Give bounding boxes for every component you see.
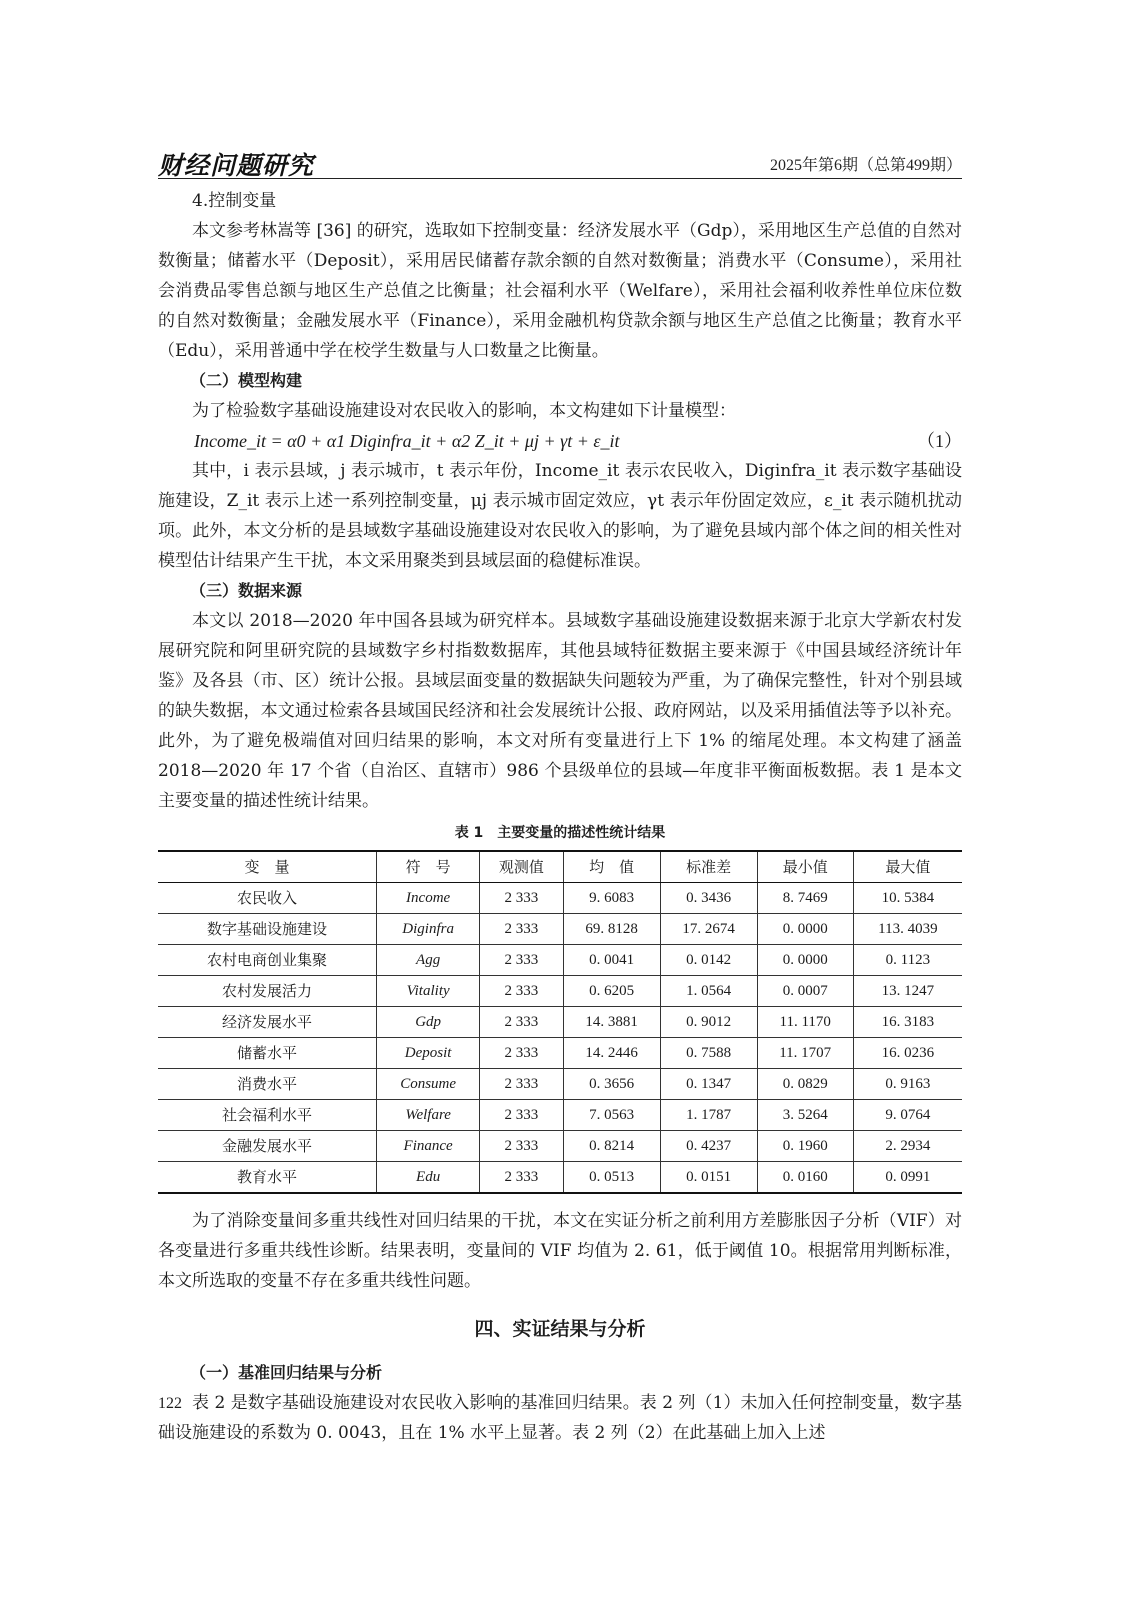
table-row [158, 1038, 962, 1069]
baseline-paragraph: 表 2 是数字基础设施建设对农民收入影响的基准回归结果。表 2 列（1）未加入任何控制变量，数字基础设施建设的系数为 0. 0043，且在 1% 水平上显著。表 2 列（2）在此基础上加入上述 [158, 1393, 962, 1443]
table-header-cell: 最大值 [853, 851, 962, 883]
table-row [158, 883, 962, 914]
table-row [158, 914, 962, 945]
equation-1 [158, 426, 962, 456]
value-cell: 2 333 [480, 945, 563, 976]
table-header-cell: 标准差 [660, 851, 757, 883]
equation-text: Income_it = α0 + α1 Diginfra_it + α2 Z_it + μj + γt + ε_it [194, 431, 620, 451]
table-row [158, 1131, 962, 1162]
value-cell: 14. 2446 [563, 1038, 660, 1069]
value-cell: 2 333 [480, 1131, 563, 1162]
symbol-cell: Vitality [377, 976, 480, 1007]
value-cell: 0. 0829 [757, 1069, 853, 1100]
table-row [158, 1069, 962, 1100]
value-cell: 0. 0000 [757, 914, 853, 945]
value-cell: 0. 1960 [757, 1131, 853, 1162]
value-cell: 2 333 [480, 883, 563, 914]
symbol-cell: Finance [377, 1131, 480, 1162]
variable-name-cell: 社会福利水平 [158, 1100, 377, 1131]
value-cell: 0. 0513 [563, 1162, 660, 1194]
table-header-row [158, 851, 962, 883]
table-caption: 表 1 主要变量的描述性统计结果 [454, 825, 666, 841]
value-cell: 14. 3881 [563, 1007, 660, 1038]
value-cell: 113. 4039 [853, 914, 962, 945]
vif-paragraph: 为了消除变量间多重共线性对回归结果的干扰，本文在实证分析之前利用方差膨胀因子分析（VIF）对各变量进行多重共线性诊断。结果表明，变量间的 VIF 均值为 2. 61，低于阈值 10。根据常用判断标准，本文所选取的变量不存在多重共线性问题。 [158, 1211, 962, 1291]
symbol-cell: Income [377, 883, 480, 914]
value-cell: 0. 0007 [757, 976, 853, 1007]
value-cell: 0. 9012 [660, 1007, 757, 1038]
symbol-cell: Welfare [377, 1100, 480, 1131]
value-cell: 1. 1787 [660, 1100, 757, 1131]
control-vars-paragraph: 本文参考林嵩等 [36] 的研究，选取如下控制变量：经济发展水平（Gdp），采用地区生产总值的自然对数衡量；储蓄水平（Deposit），采用居民储蓄存款余额的自然对数衡量；消费水平（Consume），采用社会消费品零售总额与地区生产总值之比衡量；社会福利水平（Welfare），采用社会福利收养性单位床位数的自然对数衡量；金融发展水平（Finance），采用金融机构贷款余额与地区生产总值之比衡量；教育水平（Edu），采用普通中学在校学生数量与人口数量之比衡量。 [158, 221, 962, 361]
table-row [158, 976, 962, 1007]
table-row [158, 1100, 962, 1131]
value-cell: 16. 3183 [853, 1007, 962, 1038]
value-cell: 0. 8214 [563, 1131, 660, 1162]
value-cell: 0. 3436 [660, 883, 757, 914]
value-cell: 0. 0151 [660, 1162, 757, 1194]
variable-name-cell: 农民收入 [158, 883, 377, 914]
journal-logo: 财经问题研究 [158, 151, 315, 180]
value-cell: 17. 2674 [660, 914, 757, 945]
symbol-cell: Agg [377, 945, 480, 976]
article-body [158, 186, 962, 1448]
model-intro: 为了检验数字基础设施建设对农民收入的影响，本文构建如下计量模型： [192, 401, 736, 421]
value-cell: 9. 6083 [563, 883, 660, 914]
value-cell: 2 333 [480, 1100, 563, 1131]
value-cell: 0. 0041 [563, 945, 660, 976]
table-row [158, 1007, 962, 1038]
value-cell: 9. 0764 [853, 1100, 962, 1131]
data-source-heading: （三）数据来源 [190, 581, 303, 600]
value-cell: 11. 1170 [757, 1007, 853, 1038]
control-vars-title: 4.控制变量 [192, 191, 277, 211]
model-explanation: 其中，i 表示县域，j 表示城市，t 表示年份，Income_it 表示农民收入，Diginfra_it 表示数字基础设施建设，Z_it 表示上述一系列控制变量，μj 表示城市固定效应，γt 表示年份固定效应，ε_it 表示随机扰动项。此外，本文分析的是县域数字基础设施建设对农民收入的影响，为了避免县域内部个体之间的相关性对模型估计结果产生干扰，本文采用聚类到县域层面的稳健标准误。 [158, 461, 962, 571]
value-cell: 10. 5384 [853, 883, 962, 914]
variable-name-cell: 消费水平 [158, 1069, 377, 1100]
value-cell: 2 333 [480, 976, 563, 1007]
issue-info: 2025年第6期（总第499期） [769, 157, 962, 174]
value-cell: 3. 5264 [757, 1100, 853, 1131]
symbol-cell: Deposit [377, 1038, 480, 1069]
table-row [158, 1162, 962, 1194]
variable-name-cell: 经济发展水平 [158, 1007, 377, 1038]
value-cell: 2 333 [480, 1162, 563, 1194]
descriptive-stats-table [158, 850, 962, 1194]
table-body [158, 883, 962, 1194]
value-cell: 0. 1123 [853, 945, 962, 976]
value-cell: 16. 0236 [853, 1038, 962, 1069]
variable-name-cell: 数字基础设施建设 [158, 914, 377, 945]
page-header [158, 146, 962, 179]
variable-name-cell: 农村发展活力 [158, 976, 377, 1007]
value-cell: 69. 8128 [563, 914, 660, 945]
value-cell: 8. 7469 [757, 883, 853, 914]
variable-name-cell: 金融发展水平 [158, 1131, 377, 1162]
value-cell: 13. 1247 [853, 976, 962, 1007]
symbol-cell: Edu [377, 1162, 480, 1194]
value-cell: 0. 9163 [853, 1069, 962, 1100]
value-cell: 1. 0564 [660, 976, 757, 1007]
value-cell: 0. 4237 [660, 1131, 757, 1162]
symbol-cell: Diginfra [377, 914, 480, 945]
chapter-title: 四、实证结果与分析 [474, 1318, 646, 1340]
symbol-cell: Gdp [377, 1007, 480, 1038]
value-cell: 2 333 [480, 1069, 563, 1100]
data-source-paragraph: 本文以 2018—2020 年中国各县域为研究样本。县域数字基础设施建设数据来源于北京大学新农村发展研究院和阿里研究院的县域数字乡村指数数据库，其他县域特征数据主要来源于《中国县域经济统计年鉴》及各县（市、区）统计公报。县域层面变量的数据缺失问题较为严重，为了确保完整性，针对个别县域的缺失数据，本文通过检索各县域国民经济和社会发展统计公报、政府网站，以及采用插值法等予以补充。此外，为了避免极端值对回归结果的影响，本文对所有变量进行上下 1% 的缩尾处理。本文构建了涵盖 2018—2020 年 17 个省（自治区、直辖市）986 个县级单位的县域—年度非平衡面板数据。表 1 是本文主要变量的描述性统计结果。 [158, 611, 962, 811]
table-header-cell: 变 量 [158, 851, 377, 883]
model-heading: （二）模型构建 [190, 371, 303, 390]
variable-name-cell: 储蓄水平 [158, 1038, 377, 1069]
value-cell: 2 333 [480, 1038, 563, 1069]
value-cell: 0. 0000 [757, 945, 853, 976]
table-header-cell: 观测值 [480, 851, 563, 883]
table-header-cell: 符 号 [377, 851, 480, 883]
value-cell: 0. 1347 [660, 1069, 757, 1100]
table-row [158, 945, 962, 976]
value-cell: 0. 0991 [853, 1162, 962, 1194]
variable-name-cell: 教育水平 [158, 1162, 377, 1194]
value-cell: 0. 0142 [660, 945, 757, 976]
value-cell: 0. 3656 [563, 1069, 660, 1100]
value-cell: 2 333 [480, 1007, 563, 1038]
table-header-cell: 最小值 [757, 851, 853, 883]
value-cell: 2 333 [480, 914, 563, 945]
baseline-heading: （一）基准回归结果与分析 [190, 1363, 383, 1382]
value-cell: 0. 0160 [757, 1162, 853, 1194]
value-cell: 2. 2934 [853, 1131, 962, 1162]
value-cell: 0. 7588 [660, 1038, 757, 1069]
value-cell: 11. 1707 [757, 1038, 853, 1069]
value-cell: 7. 0563 [563, 1100, 660, 1131]
symbol-cell: Consume [377, 1069, 480, 1100]
value-cell: 0. 6205 [563, 976, 660, 1007]
table-header-cell: 均 值 [563, 851, 660, 883]
equation-number: （1） [917, 431, 962, 451]
page-number: 122 [158, 1395, 182, 1412]
variable-name-cell: 农村电商创业集聚 [158, 945, 377, 976]
